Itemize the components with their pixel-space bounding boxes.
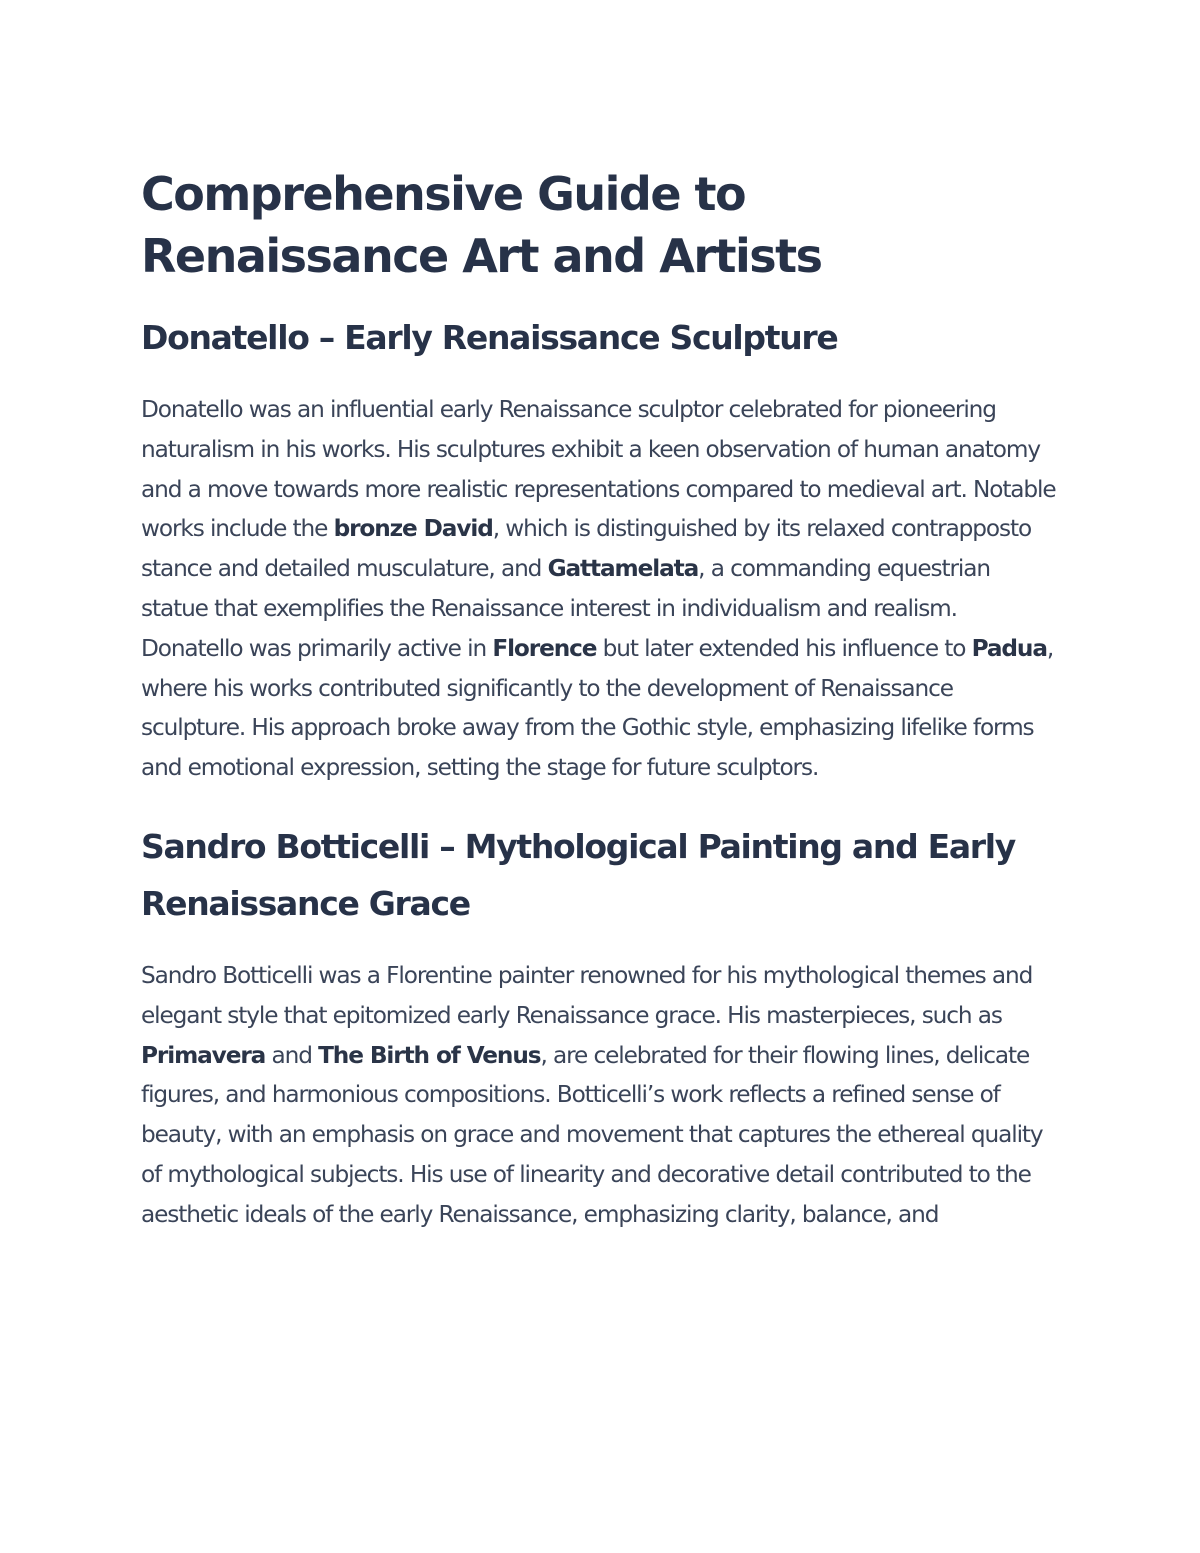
section-paragraph-donatello xyxy=(141,390,1061,788)
section-heading-donatello: Donatello – Early Renaissance Sculpture xyxy=(141,318,838,357)
paragraph-run: and xyxy=(265,1041,319,1069)
bold-term-primavera: Primavera xyxy=(141,1041,266,1069)
section-heading-botticelli: Sandro Botticelli – Mythological Painting and Early Renaissance Grace xyxy=(141,826,1016,923)
paragraph-run: but later extended his influence to xyxy=(596,634,972,662)
paragraph-run: , where his works contributed significantly to the development of Renaissance sculpture. His approach broke away from the Gothic style, emphasizing lifelike forms and emotional expression, setting the stage for future sculptors. xyxy=(141,634,1054,782)
document-title: Comprehensive Guide to Renaissance Art and Artists xyxy=(141,167,822,283)
paragraph-run: , which is distinguished by its relaxed contrapposto stance and detailed musculature, and xyxy=(141,515,1032,583)
bold-term-florence: Florence xyxy=(492,634,597,662)
paragraph-run: , a commanding equestrian statue that exemplifies the Renaissance interest in individualism and realism. Donatello was primarily active in xyxy=(141,555,990,662)
bold-term-birth-of-venus: The Birth of Venus xyxy=(318,1041,541,1069)
bold-term-padua: Padua xyxy=(971,634,1047,662)
section-paragraph-botticelli xyxy=(141,956,1061,1235)
bold-term-gattamelata: Gattamelata xyxy=(547,555,699,583)
paragraph-run: Sandro Botticelli was a Florentine painter renowned for his mythological themes and elegant style that epitomized early Renaissance grace. His masterpieces, such as xyxy=(141,961,1033,1029)
paragraph-run: Donatello was an influential early Renaissance sculptor celebrated for pioneering naturalism in his works. His sculptures exhibit a keen observation of human anatomy and a move towards more realistic representations compared to medieval art. Notable works include the xyxy=(141,396,1056,543)
paragraph-run: , are celebrated for their flowing lines, delicate figures, and harmonious compositions. Botticelli’s work reflects a refined sense of beauty, with an emphasis on grace and movement that captures the ethereal quality of mythological subjects. His use of linearity and decorative detail contributed to the aesthetic ideals of the early Renaissance, emphasizing clarity, balance, and xyxy=(141,1041,1043,1228)
bold-term-bronze-david: bronze David xyxy=(333,515,493,543)
